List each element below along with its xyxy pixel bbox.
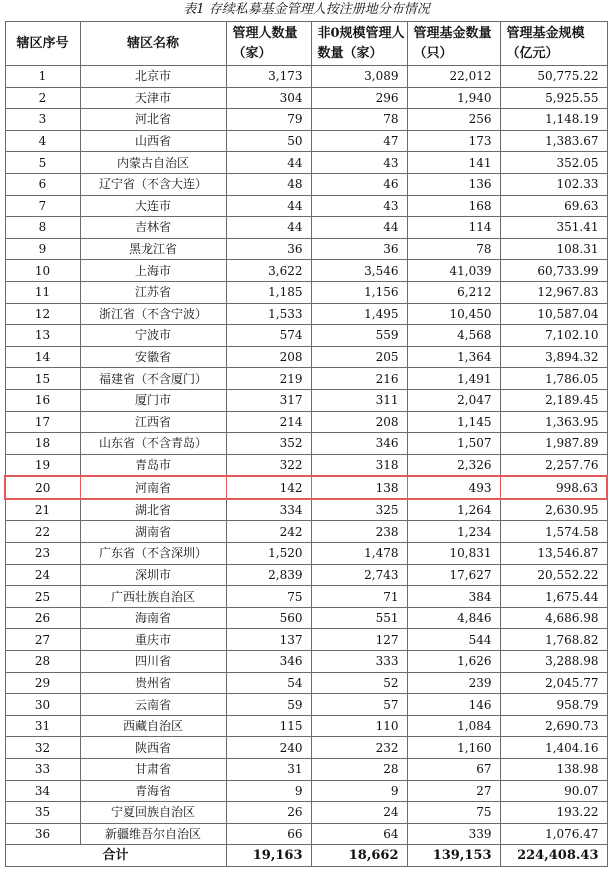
cell-nonzero-managers: 46 <box>311 173 407 195</box>
cell-fund-scale: 1,383.67 <box>500 130 607 152</box>
table-total-row <box>5 845 607 867</box>
table-row <box>5 66 607 88</box>
cell-fund-scale: 2,045.77 <box>500 672 607 694</box>
cell-index: 14 <box>5 346 80 368</box>
cell-fund-count: 2,047 <box>407 389 500 411</box>
cell-region: 广东省（不含深圳） <box>80 543 226 565</box>
table-row <box>5 238 607 260</box>
cell-fund-scale: 12,967.83 <box>500 281 607 303</box>
cell-index: 17 <box>5 411 80 433</box>
cell-managers: 317 <box>226 389 311 411</box>
cell-nonzero-managers: 44 <box>311 217 407 239</box>
cell-fund-scale: 1,574.58 <box>500 521 607 543</box>
cell-region: 湖北省 <box>80 499 226 521</box>
cell-managers: 79 <box>226 109 311 131</box>
cell-fund-scale: 1,363.95 <box>500 411 607 433</box>
cell-index: 34 <box>5 780 80 802</box>
cell-managers: 2,839 <box>226 564 311 586</box>
cell-managers: 346 <box>226 651 311 673</box>
cell-region: 宁夏回族自治区 <box>80 802 226 824</box>
total-label: 合计 <box>5 845 226 867</box>
table-caption: 表1 存续私募基金管理人按注册地分布情况 <box>183 2 430 17</box>
cell-fund-count: 67 <box>407 759 500 781</box>
cell-region: 内蒙古自治区 <box>80 152 226 174</box>
cell-index: 2 <box>5 87 80 109</box>
cell-index: 21 <box>5 499 80 521</box>
table-row <box>5 629 607 651</box>
cell-managers: 334 <box>226 499 311 521</box>
total-fund-count: 139,153 <box>407 845 500 867</box>
cell-region: 贵州省 <box>80 672 226 694</box>
header-fund-count: 管理基金数量（只） <box>407 22 500 66</box>
table-row <box>5 130 607 152</box>
cell-nonzero-managers: 1,478 <box>311 543 407 565</box>
cell-fund-count: 168 <box>407 195 500 217</box>
cell-fund-scale: 1,148.19 <box>500 109 607 131</box>
cell-managers: 560 <box>226 607 311 629</box>
cell-fund-scale: 958.79 <box>500 694 607 716</box>
table-row <box>5 521 607 543</box>
cell-managers: 1,533 <box>226 303 311 325</box>
cell-nonzero-managers: 47 <box>311 130 407 152</box>
header-region: 辖区名称 <box>80 22 226 66</box>
cell-index: 5 <box>5 152 80 174</box>
cell-region: 重庆市 <box>80 629 226 651</box>
cell-fund-count: 544 <box>407 629 500 651</box>
cell-index: 25 <box>5 586 80 608</box>
cell-managers: 66 <box>226 823 311 845</box>
table-row <box>5 195 607 217</box>
table-row <box>5 433 607 455</box>
cell-region: 山东省（不含青岛） <box>80 433 226 455</box>
cell-index: 24 <box>5 564 80 586</box>
cell-nonzero-managers: 78 <box>311 109 407 131</box>
cell-managers: 44 <box>226 217 311 239</box>
table-row <box>5 586 607 608</box>
cell-nonzero-managers: 325 <box>311 499 407 521</box>
cell-fund-scale: 20,552.22 <box>500 564 607 586</box>
cell-managers: 115 <box>226 715 311 737</box>
cell-region: 辽宁省（不含大连） <box>80 173 226 195</box>
cell-nonzero-managers: 1,495 <box>311 303 407 325</box>
cell-managers: 137 <box>226 629 311 651</box>
cell-index: 8 <box>5 217 80 239</box>
table-row <box>5 389 607 411</box>
table-row <box>5 694 607 716</box>
table-body <box>5 66 607 867</box>
header-managers: 管理人数量（家） <box>226 22 311 66</box>
cell-nonzero-managers: 43 <box>311 152 407 174</box>
cell-nonzero-managers: 1,156 <box>311 281 407 303</box>
cell-nonzero-managers: 36 <box>311 238 407 260</box>
registration-distribution-table <box>4 21 608 867</box>
cell-index: 31 <box>5 715 80 737</box>
cell-fund-count: 27 <box>407 780 500 802</box>
cell-index: 13 <box>5 325 80 347</box>
cell-fund-scale: 10,587.04 <box>500 303 607 325</box>
cell-fund-scale: 2,257.76 <box>500 454 607 476</box>
cell-fund-scale: 3,288.98 <box>500 651 607 673</box>
total-nonzero-managers: 18,662 <box>311 845 407 867</box>
table-row <box>5 737 607 759</box>
cell-region: 四川省 <box>80 651 226 673</box>
cell-index: 15 <box>5 368 80 390</box>
cell-fund-count: 1,264 <box>407 499 500 521</box>
cell-fund-count: 1,491 <box>407 368 500 390</box>
cell-fund-count: 75 <box>407 802 500 824</box>
cell-index: 19 <box>5 454 80 476</box>
cell-region: 甘肃省 <box>80 759 226 781</box>
cell-index: 23 <box>5 543 80 565</box>
cell-fund-scale: 1,987.89 <box>500 433 607 455</box>
cell-managers: 48 <box>226 173 311 195</box>
cell-region: 云南省 <box>80 694 226 716</box>
cell-index: 33 <box>5 759 80 781</box>
cell-region: 北京市 <box>80 66 226 88</box>
cell-nonzero-managers: 232 <box>311 737 407 759</box>
cell-fund-scale: 50,775.22 <box>500 66 607 88</box>
table-row <box>5 715 607 737</box>
cell-region: 宁波市 <box>80 325 226 347</box>
cell-fund-scale: 138.98 <box>500 759 607 781</box>
cell-fund-scale: 352.05 <box>500 152 607 174</box>
cell-managers: 50 <box>226 130 311 152</box>
cell-nonzero-managers: 127 <box>311 629 407 651</box>
table-row <box>5 823 607 845</box>
cell-fund-scale: 5,925.55 <box>500 87 607 109</box>
cell-region: 海南省 <box>80 607 226 629</box>
cell-region: 西藏自治区 <box>80 715 226 737</box>
cell-index: 36 <box>5 823 80 845</box>
cell-managers: 352 <box>226 433 311 455</box>
table-row <box>5 651 607 673</box>
cell-fund-count: 136 <box>407 173 500 195</box>
cell-managers: 304 <box>226 87 311 109</box>
cell-nonzero-managers: 216 <box>311 368 407 390</box>
cell-region: 天津市 <box>80 87 226 109</box>
cell-fund-scale: 2,189.45 <box>500 389 607 411</box>
cell-region: 厦门市 <box>80 389 226 411</box>
cell-fund-count: 4,568 <box>407 325 500 347</box>
cell-fund-count: 17,627 <box>407 564 500 586</box>
cell-region: 河北省 <box>80 109 226 131</box>
table-row <box>5 607 607 629</box>
table-row <box>5 759 607 781</box>
cell-fund-count: 493 <box>407 476 500 499</box>
cell-index: 28 <box>5 651 80 673</box>
cell-nonzero-managers: 318 <box>311 454 407 476</box>
cell-region: 青岛市 <box>80 454 226 476</box>
cell-index: 12 <box>5 303 80 325</box>
cell-nonzero-managers: 57 <box>311 694 407 716</box>
table-row-highlighted <box>5 476 607 499</box>
table-row <box>5 260 607 282</box>
cell-managers: 9 <box>226 780 311 802</box>
table-row <box>5 368 607 390</box>
cell-managers: 26 <box>226 802 311 824</box>
cell-index: 7 <box>5 195 80 217</box>
cell-region: 江苏省 <box>80 281 226 303</box>
cell-fund-count: 1,084 <box>407 715 500 737</box>
table-row <box>5 325 607 347</box>
cell-fund-scale: 102.33 <box>500 173 607 195</box>
cell-nonzero-managers: 52 <box>311 672 407 694</box>
table-row <box>5 411 607 433</box>
cell-fund-count: 114 <box>407 217 500 239</box>
cell-nonzero-managers: 296 <box>311 87 407 109</box>
cell-nonzero-managers: 24 <box>311 802 407 824</box>
cell-managers: 44 <box>226 152 311 174</box>
cell-region: 安徽省 <box>80 346 226 368</box>
cell-managers: 44 <box>226 195 311 217</box>
cell-managers: 75 <box>226 586 311 608</box>
cell-region: 江西省 <box>80 411 226 433</box>
cell-fund-scale: 1,404.16 <box>500 737 607 759</box>
cell-fund-scale: 351.41 <box>500 217 607 239</box>
cell-index: 22 <box>5 521 80 543</box>
cell-fund-scale: 90.07 <box>500 780 607 802</box>
cell-nonzero-managers: 208 <box>311 411 407 433</box>
table-row <box>5 802 607 824</box>
cell-fund-count: 1,507 <box>407 433 500 455</box>
cell-nonzero-managers: 110 <box>311 715 407 737</box>
header-nonzero-managers: 非0规模管理人数量（家） <box>311 22 407 66</box>
cell-managers: 1,520 <box>226 543 311 565</box>
cell-fund-count: 1,364 <box>407 346 500 368</box>
cell-managers: 574 <box>226 325 311 347</box>
cell-managers: 1,185 <box>226 281 311 303</box>
cell-index: 35 <box>5 802 80 824</box>
cell-nonzero-managers: 559 <box>311 325 407 347</box>
cell-region: 河南省 <box>80 476 226 499</box>
cell-fund-scale: 1,675.44 <box>500 586 607 608</box>
cell-region: 大连市 <box>80 195 226 217</box>
cell-fund-scale: 13,546.87 <box>500 543 607 565</box>
table-row <box>5 454 607 476</box>
cell-fund-scale: 2,690.73 <box>500 715 607 737</box>
cell-fund-scale: 1,076.47 <box>500 823 607 845</box>
table-row <box>5 281 607 303</box>
cell-index: 11 <box>5 281 80 303</box>
cell-managers: 214 <box>226 411 311 433</box>
cell-index: 16 <box>5 389 80 411</box>
cell-nonzero-managers: 64 <box>311 823 407 845</box>
cell-fund-count: 4,846 <box>407 607 500 629</box>
cell-nonzero-managers: 28 <box>311 759 407 781</box>
table-row <box>5 780 607 802</box>
table-row <box>5 173 607 195</box>
cell-managers: 54 <box>226 672 311 694</box>
cell-region: 浙江省（不含宁波） <box>80 303 226 325</box>
cell-nonzero-managers: 238 <box>311 521 407 543</box>
cell-nonzero-managers: 346 <box>311 433 407 455</box>
cell-nonzero-managers: 3,546 <box>311 260 407 282</box>
cell-managers: 142 <box>226 476 311 499</box>
cell-region: 青海省 <box>80 780 226 802</box>
cell-fund-count: 1,145 <box>407 411 500 433</box>
table-row <box>5 87 607 109</box>
cell-fund-count: 1,160 <box>407 737 500 759</box>
cell-region: 广西壮族自治区 <box>80 586 226 608</box>
cell-region: 湖南省 <box>80 521 226 543</box>
total-fund-scale: 224,408.43 <box>500 845 607 867</box>
cell-fund-scale: 193.22 <box>500 802 607 824</box>
cell-nonzero-managers: 311 <box>311 389 407 411</box>
table-row <box>5 303 607 325</box>
cell-fund-scale: 3,894.32 <box>500 346 607 368</box>
cell-index: 6 <box>5 173 80 195</box>
cell-managers: 240 <box>226 737 311 759</box>
cell-fund-scale: 2,630.95 <box>500 499 607 521</box>
cell-region: 深圳市 <box>80 564 226 586</box>
table-row <box>5 109 607 131</box>
table-row <box>5 564 607 586</box>
cell-index: 20 <box>5 476 80 499</box>
cell-fund-scale: 69.63 <box>500 195 607 217</box>
cell-managers: 208 <box>226 346 311 368</box>
cell-nonzero-managers: 205 <box>311 346 407 368</box>
table-row <box>5 499 607 521</box>
cell-fund-count: 256 <box>407 109 500 131</box>
cell-index: 26 <box>5 607 80 629</box>
cell-fund-scale: 108.31 <box>500 238 607 260</box>
cell-managers: 219 <box>226 368 311 390</box>
cell-region: 上海市 <box>80 260 226 282</box>
cell-fund-count: 1,940 <box>407 87 500 109</box>
cell-index: 9 <box>5 238 80 260</box>
cell-fund-scale: 1,786.05 <box>500 368 607 390</box>
cell-region: 黑龙江省 <box>80 238 226 260</box>
cell-index: 3 <box>5 109 80 131</box>
cell-managers: 322 <box>226 454 311 476</box>
cell-managers: 3,622 <box>226 260 311 282</box>
cell-managers: 3,173 <box>226 66 311 88</box>
cell-fund-count: 10,450 <box>407 303 500 325</box>
cell-nonzero-managers: 3,089 <box>311 66 407 88</box>
cell-index: 10 <box>5 260 80 282</box>
total-managers: 19,163 <box>226 845 311 867</box>
cell-region: 福建省（不含厦门） <box>80 368 226 390</box>
cell-fund-count: 10,831 <box>407 543 500 565</box>
cell-region: 新疆维吾尔自治区 <box>80 823 226 845</box>
cell-index: 18 <box>5 433 80 455</box>
cell-nonzero-managers: 138 <box>311 476 407 499</box>
cell-fund-count: 339 <box>407 823 500 845</box>
cell-managers: 31 <box>226 759 311 781</box>
cell-fund-count: 384 <box>407 586 500 608</box>
cell-fund-count: 78 <box>407 238 500 260</box>
cell-region: 陕西省 <box>80 737 226 759</box>
table-header-row <box>5 22 607 66</box>
cell-region: 吉林省 <box>80 217 226 239</box>
cell-nonzero-managers: 9 <box>311 780 407 802</box>
table-row <box>5 217 607 239</box>
cell-managers: 242 <box>226 521 311 543</box>
cell-region: 山西省 <box>80 130 226 152</box>
table-row <box>5 152 607 174</box>
cell-fund-count: 41,039 <box>407 260 500 282</box>
cell-fund-count: 141 <box>407 152 500 174</box>
cell-index: 4 <box>5 130 80 152</box>
cell-managers: 36 <box>226 238 311 260</box>
cell-managers: 59 <box>226 694 311 716</box>
cell-nonzero-managers: 333 <box>311 651 407 673</box>
header-index: 辖区序号 <box>5 22 80 66</box>
cell-nonzero-managers: 551 <box>311 607 407 629</box>
cell-nonzero-managers: 43 <box>311 195 407 217</box>
cell-fund-scale: 998.63 <box>500 476 607 499</box>
cell-nonzero-managers: 71 <box>311 586 407 608</box>
cell-fund-scale: 4,686.98 <box>500 607 607 629</box>
table-row <box>5 346 607 368</box>
table-row <box>5 672 607 694</box>
cell-index: 27 <box>5 629 80 651</box>
cell-fund-count: 6,212 <box>407 281 500 303</box>
cell-fund-count: 173 <box>407 130 500 152</box>
cell-nonzero-managers: 2,743 <box>311 564 407 586</box>
cell-fund-scale: 1,768.82 <box>500 629 607 651</box>
cell-index: 1 <box>5 66 80 88</box>
cell-fund-count: 1,234 <box>407 521 500 543</box>
cell-fund-count: 239 <box>407 672 500 694</box>
cell-fund-scale: 7,102.10 <box>500 325 607 347</box>
cell-fund-count: 22,012 <box>407 66 500 88</box>
cell-fund-count: 1,626 <box>407 651 500 673</box>
cell-index: 29 <box>5 672 80 694</box>
cell-fund-scale: 60,733.99 <box>500 260 607 282</box>
cell-fund-count: 2,326 <box>407 454 500 476</box>
cell-index: 30 <box>5 694 80 716</box>
table-row <box>5 543 607 565</box>
cell-fund-count: 146 <box>407 694 500 716</box>
header-fund-scale: 管理基金规模（亿元） <box>500 22 607 66</box>
cell-index: 32 <box>5 737 80 759</box>
